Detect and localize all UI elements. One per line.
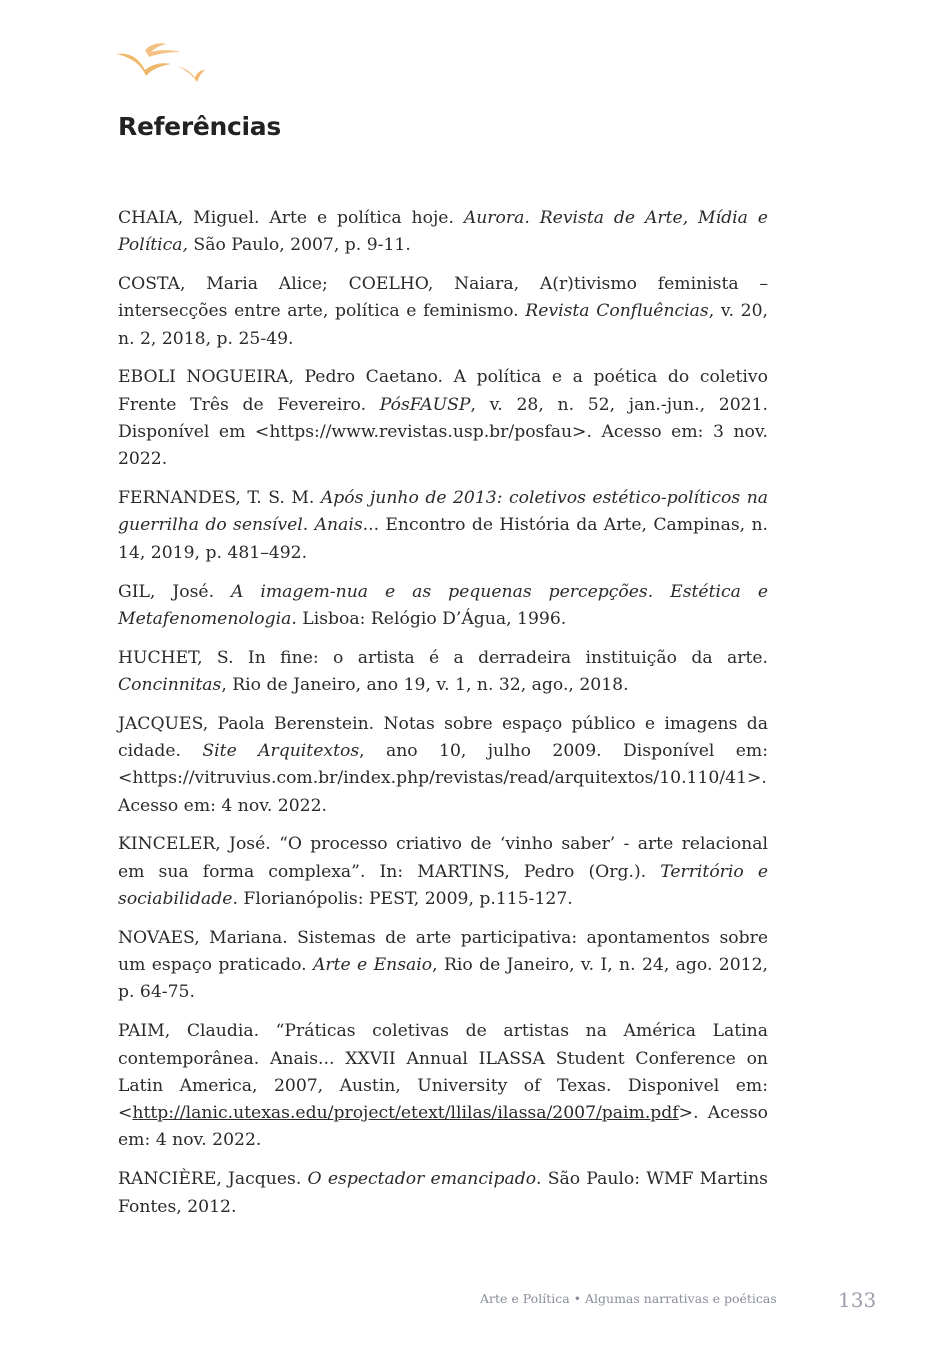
reference-italic-text: Após junho de 2013: coletivos estético-políticos na guerrilha do sensível	[118, 488, 769, 536]
reference-entry	[118, 1018, 768, 1154]
reference-entry	[118, 925, 768, 1007]
reference-entry	[118, 364, 768, 473]
reference-text: , v. 20, n. 2, 2018, p. 25-49.	[118, 301, 768, 349]
reference-text: . Lisboa: Relógio D’Água, 1996.	[291, 608, 567, 629]
reference-italic-text: A imagem-nua e as pequenas percepções. Estética e Metafenomenologia	[118, 581, 768, 629]
reference-text: ... Encontro de História da Arte, Campinas, n. 14, 2019, p. 481–492.	[118, 515, 768, 563]
reference-italic-text: PósFAUSP	[379, 394, 471, 415]
reference-text: RANCIÈRE, Jacques.	[118, 1169, 308, 1190]
running-title: Arte e Política • Algumas narrativas e poéticas	[480, 1291, 777, 1306]
reference-list	[118, 205, 768, 1232]
reference-italic-text: Anais	[314, 515, 363, 536]
reference-text: JACQUES, Paola Berenstein. Notas sobre espaço público e imagens da cidade.	[118, 713, 768, 762]
reference-text: NOVAES, Mariana. Sistemas de arte participativa: apontamentos sobre um espaço praticado.	[118, 927, 768, 976]
reference-text: HUCHET, S. In fine: o artista é a derradeira instituição da arte.	[118, 647, 768, 668]
reference-italic-text: Site Arquitextos	[202, 741, 360, 762]
reference-entry	[118, 831, 768, 913]
reference-text: , ano 10, julho 2009. Disponível em: <https://vitruvius.com.br/index.php/revistas/read/arquitextos/10.110/41>. Acesso em: 4 nov. 2022.	[118, 741, 768, 816]
reference-text: .	[302, 515, 315, 536]
reference-entry	[118, 645, 768, 700]
reference-italic-text: Aurora. Revista de Arte, Mídia e Política,	[118, 208, 768, 256]
reference-text: COSTA, Maria Alice; COELHO, Naiara, A(r)tivismo feminista – intersecções entre arte, política e feminismo.	[118, 274, 768, 322]
reference-entry	[118, 579, 768, 634]
reference-text: >. Acesso em: 4 nov. 2022.	[118, 1103, 768, 1151]
reference-text: KINCELER, José. “O processo criativo de ‘vinho saber’ - arte relacional em sua forma complexa”. In: MARTINS, Pedro (Org.).	[118, 834, 768, 882]
reference-italic-text: Território e sociabilidade	[118, 861, 768, 910]
reference-text: FERNANDES, T. S. M.	[118, 488, 321, 509]
reference-link[interactable]: http://lanic.utexas.edu/project/etext/llilas/ilassa/2007/paim.pdf	[132, 1103, 679, 1124]
reference-entry	[118, 711, 768, 820]
reference-text: CHAIA, Miguel. Arte e política hoje.	[118, 208, 464, 228]
reference-italic-text: Revista Confluências	[525, 301, 709, 322]
seagulls-logo-icon	[115, 40, 207, 86]
reference-text: EBOLI NOGUEIRA, Pedro Caetano. A política e a poética do coletivo Frente Três de Fevereiro.	[118, 367, 768, 415]
reference-text: , Rio de Janeiro, v. I, n. 24, ago. 2012, p. 64-75.	[118, 955, 768, 1003]
reference-italic-text: Concinnitas	[118, 674, 222, 695]
reference-entry	[118, 1166, 768, 1221]
page-number: 133	[838, 1288, 877, 1312]
page-title: Referências	[118, 112, 281, 141]
reference-entry	[118, 485, 768, 567]
reference-entry	[118, 271, 768, 353]
reference-italic-text: O espectador emancipado	[307, 1169, 537, 1190]
reference-text: São Paulo, 2007, p. 9-11.	[187, 235, 411, 256]
reference-text: , Rio de Janeiro, ano 19, v. 1, n. 32, ago., 2018.	[221, 674, 629, 695]
reference-text: . Florianópolis: PEST, 2009, p.115-127.	[232, 889, 573, 910]
reference-italic-text: Arte e Ensaio	[312, 955, 433, 976]
reference-text: PAIM, Claudia. “Práticas coletivas de artistas na América Latina contemporânea. Anais... XXVII Annual ILASSA Student Conference on Latin America, 2007, Austin, University of Texas. Disponivel em:<	[118, 1021, 768, 1124]
reference-text: , v. 28, n. 52, jan.-jun., 2021. Disponível em <https://www.revistas.usp.br/posfau>. Acesso em: 3 nov. 2022.	[118, 394, 768, 470]
reference-text: GIL, José.	[118, 581, 231, 602]
reference-text: . São Paulo: WMF Martins Fontes, 2012.	[118, 1169, 768, 1217]
reference-entry	[118, 205, 768, 260]
